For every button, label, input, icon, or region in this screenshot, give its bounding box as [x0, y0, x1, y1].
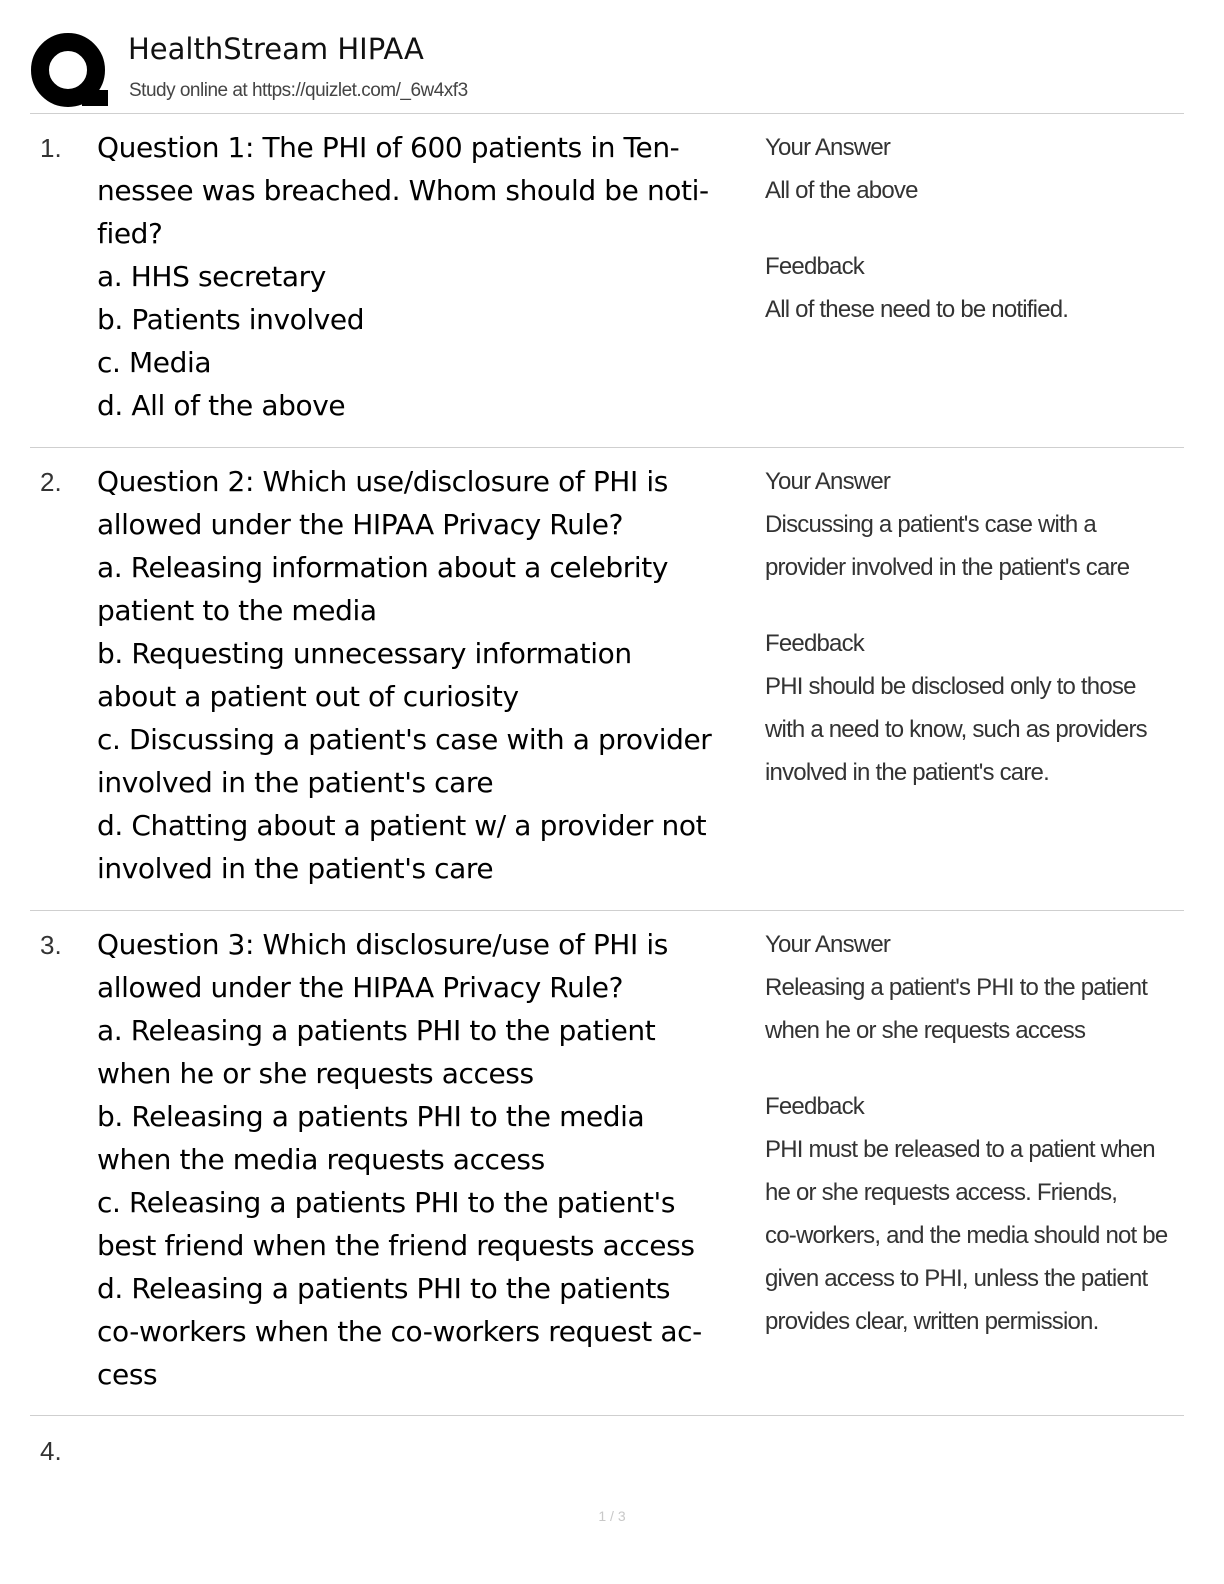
your-answer-label: Your Answer	[765, 134, 891, 161]
feedback-text: involved in the patient's care.	[765, 759, 1049, 786]
question-option: c. Releasing a patients PHI to the patient's	[97, 1186, 676, 1219]
feedback-text: he or she requests access. Friends,	[765, 1179, 1118, 1206]
question-option: a. Releasing a patients PHI to the patient	[97, 1014, 656, 1047]
question-option: co-workers when the co-workers request ac-	[97, 1315, 702, 1348]
question-option: d. All of the above	[97, 389, 346, 422]
question-option: when the media requests access	[97, 1143, 545, 1176]
question-line: fied?	[97, 217, 163, 250]
question-line: allowed under the HIPAA Privacy Rule?	[97, 971, 624, 1004]
question-line: allowed under the HIPAA Privacy Rule?	[97, 508, 624, 541]
question-option: b. Releasing a patients PHI to the media	[97, 1100, 645, 1133]
question-line: Question 1: The PHI of 600 patients in Ten-	[97, 131, 680, 164]
your-answer-text: when he or she requests access	[765, 1017, 1086, 1044]
feedback-text: All of these need to be notified.	[765, 296, 1069, 323]
question-line: Question 3: Which disclosure/use of PHI is	[97, 928, 668, 961]
question-text	[97, 460, 765, 890]
question-option: a. Releasing information about a celebrity	[97, 551, 669, 584]
feedback-text: PHI must be released to a patient when	[765, 1136, 1155, 1163]
quizlet-logo-icon	[30, 32, 110, 112]
question-text	[97, 923, 765, 1396]
your-answer-text: All of the above	[765, 177, 918, 204]
question-option: a. HHS secretary	[97, 260, 326, 293]
question-number: 2.	[40, 467, 62, 497]
question-option: d. Releasing a patients PHI to the patients	[97, 1272, 671, 1305]
question-option: best friend when the friend requests access	[97, 1229, 695, 1262]
question-option: involved in the patient's care	[97, 766, 494, 799]
feedback-text: given access to PHI, unless the patient	[765, 1265, 1148, 1292]
document-title: HealthStream HIPAA	[128, 32, 424, 66]
question-option: d. Chatting about a patient w/ a provider not	[97, 809, 707, 842]
page-header	[30, 28, 1184, 114]
page-number: 1 / 3	[598, 1508, 626, 1524]
question-option: c. Media	[97, 346, 212, 379]
feedback-label: Feedback	[765, 630, 864, 657]
question-line: nessee was breached. Whom should be noti-	[97, 174, 709, 207]
your-answer-label: Your Answer	[765, 931, 891, 958]
feedback-text: co-workers, and the media should not be	[765, 1222, 1168, 1249]
feedback-label: Feedback	[765, 1093, 864, 1120]
question-line: Question 2: Which use/disclosure of PHI is	[97, 465, 668, 498]
feedback-text: with a need to know, such as providers	[765, 716, 1147, 743]
your-answer-label: Your Answer	[765, 468, 891, 495]
question-option: c. Discussing a patient's case with a provider	[97, 723, 712, 756]
question-option: b. Patients involved	[97, 303, 365, 336]
question-option: when he or she requests access	[97, 1057, 534, 1090]
question-option: patient to the media	[97, 594, 377, 627]
question-option: cess	[97, 1358, 158, 1391]
question-option: involved in the patient's care	[97, 852, 494, 885]
question-option: b. Requesting unnecessary information	[97, 637, 632, 670]
study-online-link[interactable]: Study online at https://quizlet.com/_6w4xf3	[129, 80, 468, 101]
question-divider	[30, 910, 1184, 911]
answer-panel	[765, 460, 1180, 794]
question-option: about a patient out of curiosity	[97, 680, 519, 713]
your-answer-text: Releasing a patient's PHI to the patient	[765, 974, 1148, 1001]
your-answer-text: provider involved in the patient's care	[765, 554, 1130, 581]
answer-panel	[765, 126, 1180, 331]
question-text	[97, 126, 765, 427]
question-number: 1.	[40, 133, 62, 163]
feedback-label: Feedback	[765, 253, 864, 280]
header-divider	[30, 113, 1184, 114]
question-number: 4.	[40, 1436, 62, 1466]
question-number: 3.	[40, 930, 62, 960]
feedback-text: PHI should be disclosed only to those	[765, 673, 1136, 700]
feedback-text: provides clear, written permission.	[765, 1308, 1099, 1335]
answer-panel	[765, 923, 1180, 1343]
question-divider	[30, 447, 1184, 448]
your-answer-text: Discussing a patient's case with a	[765, 511, 1096, 538]
question-divider	[30, 1415, 1184, 1416]
